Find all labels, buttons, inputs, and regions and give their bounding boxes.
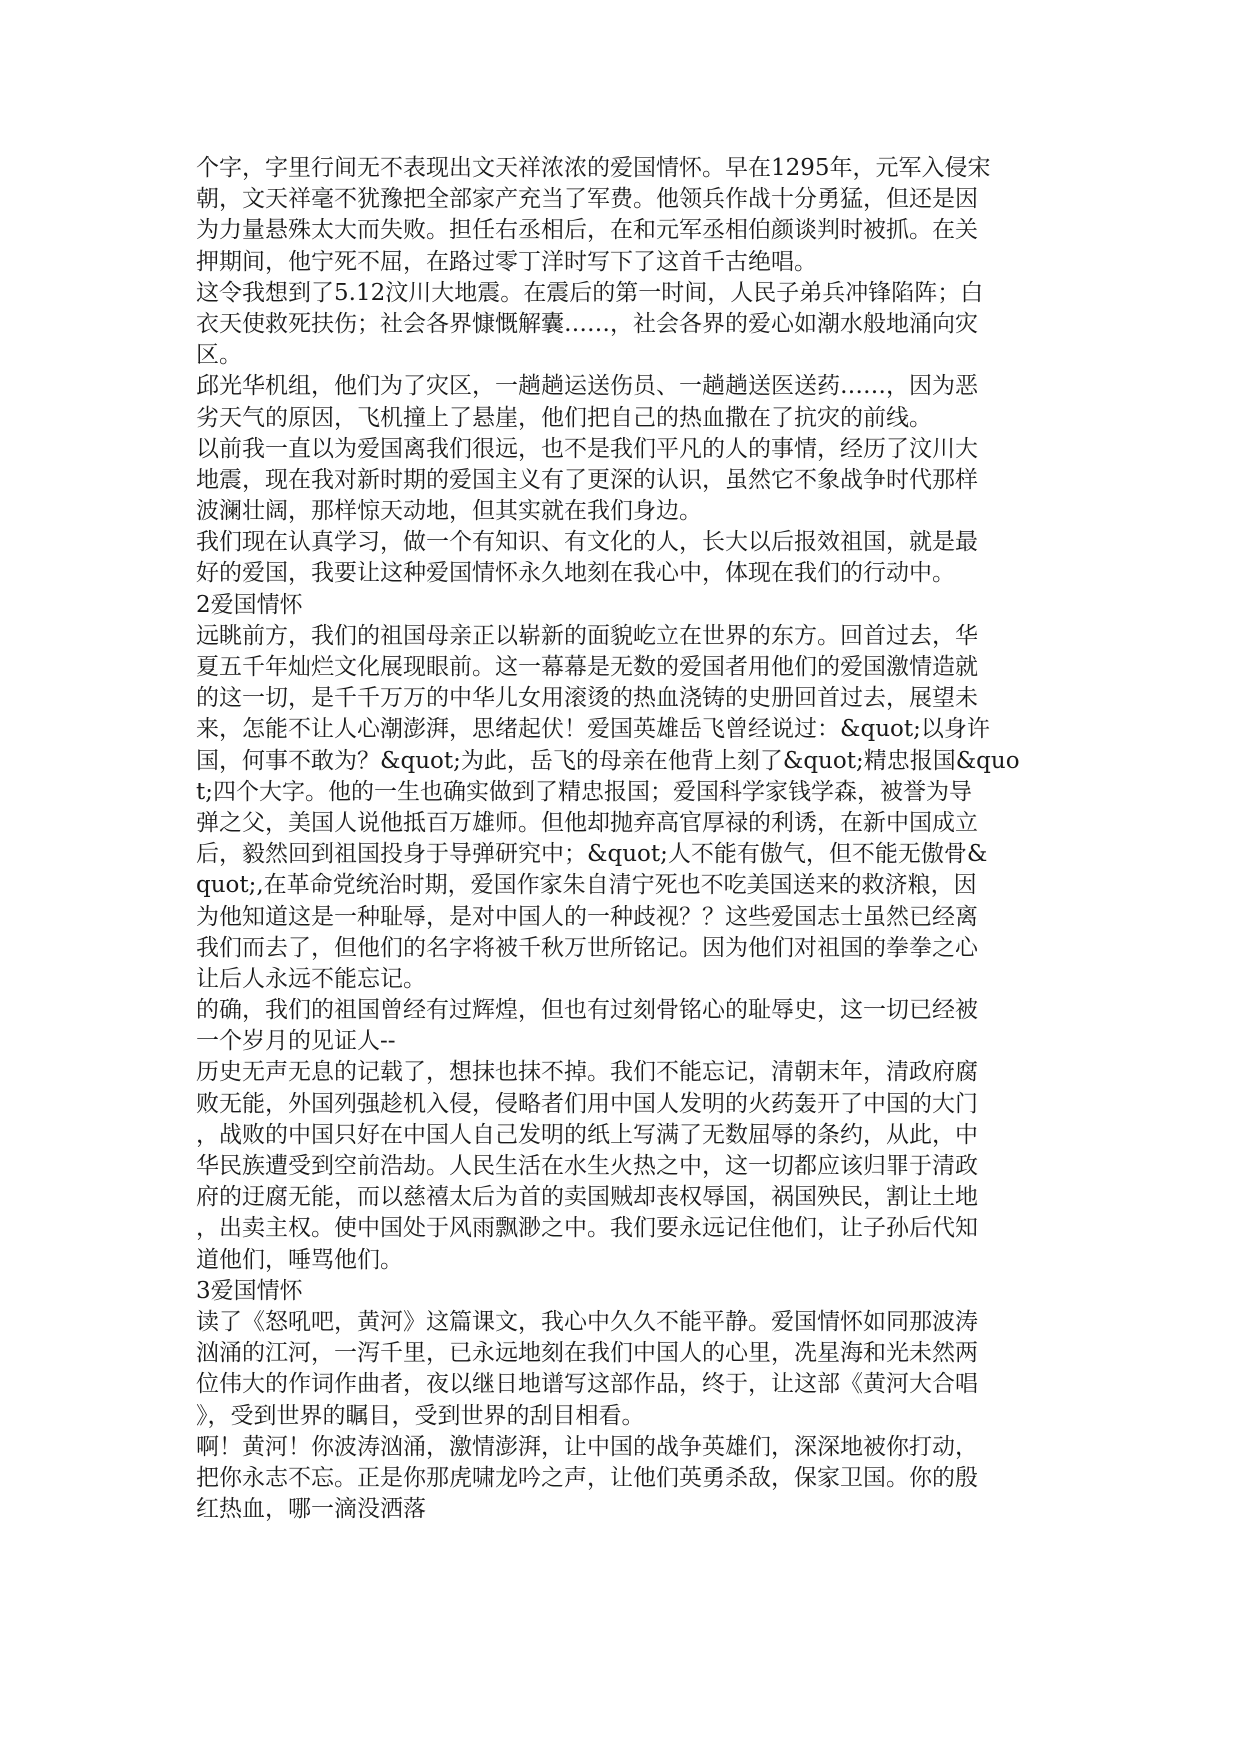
text-line: 朝，文天祥毫不犹豫把全部家产充当了军费。他领兵作战十分勇猛，但还是因 — [196, 186, 978, 213]
text-line: 的这一切，是千千万万的中华儿女用滚烫的热血浇铸的史册回首过去，展望未 — [196, 685, 978, 712]
text-line: 我们现在认真学习，做一个有知识、有文化的人，长大以后报效祖国，就是最 — [196, 529, 978, 556]
text-line: 押期间，他宁死不屈，在路过零丁洋时写下了这首千古绝唱。 — [196, 248, 817, 275]
text-line: quot;,在革命党统治时期，爱国作家朱自清宁死也不吃美国送来的救济粮，因 — [196, 872, 977, 899]
document-body — [196, 153, 1056, 1525]
text-line: ，出卖主权。使中国处于风雨飘渺之中。我们要永远记住他们，让子孙后代知 — [196, 1215, 978, 1242]
text-line: 来，怎能不让人心潮澎湃，思绪起伏！爱国英雄岳飞曾经说过：&quot;以身许 — [196, 716, 990, 743]
text-line: 一个岁月的见证人-- — [196, 1028, 396, 1055]
text-line: 我们而去了，但他们的名字将被千秋万世所铭记。因为他们对祖国的拳拳之心 — [196, 934, 978, 961]
text-line: 好的爱国，我要让这种爱国情怀永久地刻在我心中，体现在我们的行动中。 — [196, 560, 955, 587]
text-line: 让后人永远不能忘记。 — [196, 965, 426, 992]
text-line: 败无能，外国列强趁机入侵，侵略者们用中国人发明的火药轰开了中国的大门 — [196, 1090, 978, 1117]
text-line: 后，毅然回到祖国投身于导弹研究中；&quot;人不能有傲气，但不能无傲骨& — [196, 841, 988, 868]
text-line: 地震，现在我对新时期的爱国主义有了更深的认识，虽然它不象战争时代那样 — [196, 466, 978, 493]
text-line: t;四个大字。他的一生也确实做到了精忠报国；爱国科学家钱学森，被誉为导 — [196, 778, 972, 805]
text-line: 区。 — [196, 342, 242, 369]
text-line: 国，何事不敢为？&quot;为此，岳飞的母亲在他背上刻了&quot;精忠报国&quo — [196, 747, 1020, 774]
text-line: 劣天气的原因，飞机撞上了悬崖，他们把自己的热血撒在了抗灾的前线。 — [196, 404, 932, 431]
text-line: 历史无声无息的记载了，想抹也抹不掉。我们不能忘记，清朝末年，清政府腐 — [196, 1059, 978, 1086]
text-line: 为他知道这是一种耻辱，是对中国人的一种歧视？？这些爱国志士虽然已经离 — [196, 903, 978, 930]
text-line: 啊！黄河！你波涛汹涌，激情澎湃，让中国的战争英雄们，深深地被你打动， — [196, 1433, 978, 1460]
text-line: 把你永志不忘。正是你那虎啸龙吟之声，让他们英勇杀敌，保家卫国。你的殷 — [196, 1464, 978, 1491]
text-line: 弹之父，美国人说他抵百万雄师。但他却抛弃高官厚禄的利诱，在新中国成立 — [196, 809, 978, 836]
text-line: 波澜壮阔，那样惊天动地，但其实就在我们身边。 — [196, 498, 702, 525]
text-line: 》，受到世界的瞩目，受到世界的刮目相看。 — [196, 1402, 645, 1429]
text-line: 邱光华机组，他们为了灾区，一趟趟运送伤员、一趟趟送医送药……，因为恶 — [196, 373, 978, 400]
text-line: ，战败的中国只好在中国人自己发明的纸上写满了无数屈辱的条约，从此，中 — [196, 1121, 978, 1148]
text-line: 红热血，哪一滴没洒落 — [196, 1496, 426, 1523]
text-line: 以前我一直以为爱国离我们很远，也不是我们平凡的人的事情，经历了汶川大 — [196, 435, 978, 462]
text-line: 个字，字里行间无不表现出文天祥浓浓的爱国情怀。早在1295年，元军入侵宋 — [196, 155, 991, 181]
text-line: 位伟大的作词作曲者，夜以继日地谱写这部作品，终于，让这部《黄河大合唱 — [196, 1371, 978, 1398]
text-line: 远眺前方，我们的祖国母亲正以崭新的面貌屹立在世界的东方。回首过去，华 — [196, 622, 978, 649]
text-line: 3爱国情怀 — [196, 1277, 303, 1304]
text-line: 道他们，唾骂他们。 — [196, 1246, 403, 1273]
text-line: 为力量悬殊太大而失败。担任右丞相后，在和元军丞相伯颜谈判时被抓。在关 — [196, 217, 978, 244]
text-line: 华民族遭受到空前浩劫。人民生活在水生火热之中，这一切都应该归罪于清政 — [196, 1153, 978, 1179]
text-line: 府的迂腐无能，而以慈禧太后为首的卖国贼却丧权辱国，祸国殃民，割让土地 — [196, 1184, 978, 1211]
text-line: 2爱国情怀 — [196, 591, 303, 618]
text-line: 夏五千年灿烂文化展现眼前。这一幕幕是无数的爱国者用他们的爱国激情造就 — [196, 654, 978, 680]
text-line: 这令我想到了5.12汶川大地震。在震后的第一时间，人民子弟兵冲锋陷阵；白 — [196, 279, 984, 306]
text-line: 汹涌的江河，一泻千里，已永远地刻在我们中国人的心里，冼星海和光未然两 — [196, 1340, 978, 1367]
text-line: 读了《怒吼吧，黄河》这篇课文，我心中久久不能平静。爱国情怀如同那波涛 — [196, 1308, 978, 1335]
text-line: 衣天使救死扶伤；社会各界慷慨解囊……，社会各界的爱心如潮水般地涌向灾 — [196, 310, 978, 337]
text-line: 的确，我们的祖国曾经有过辉煌，但也有过刻骨铭心的耻辱史，这一切已经被 — [196, 997, 978, 1024]
